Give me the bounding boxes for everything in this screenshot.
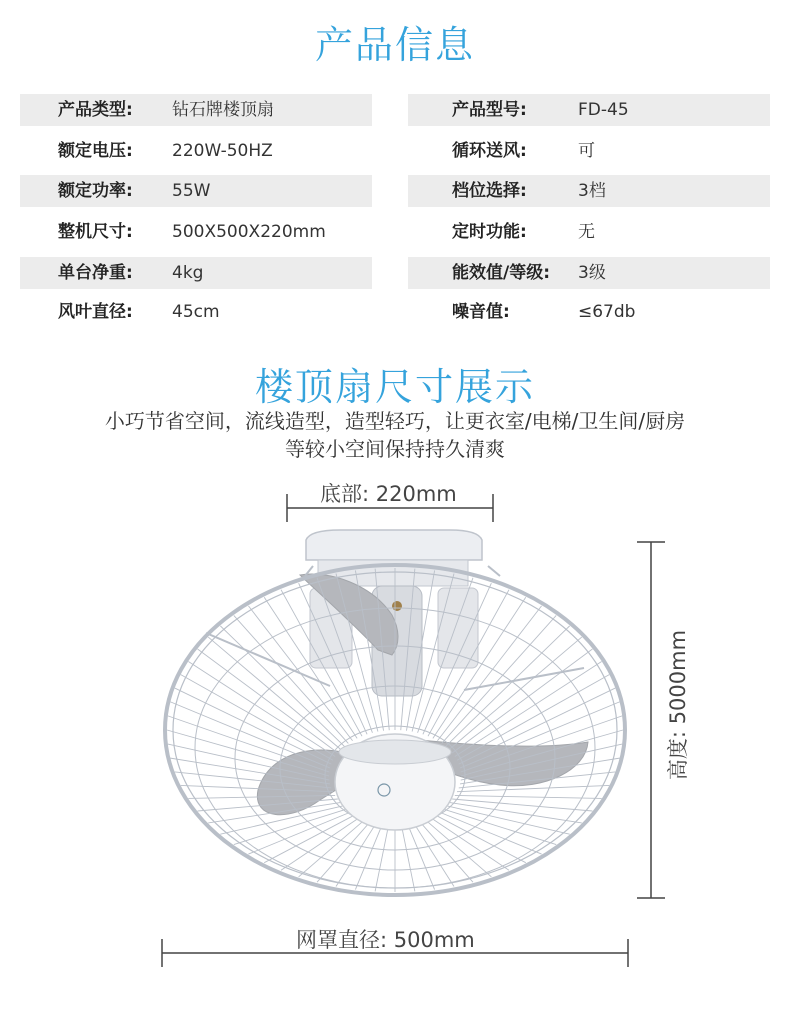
spec-label: 循环送风: — [452, 141, 527, 161]
spec-value: FD-45 — [578, 100, 629, 120]
spec-label: 额定功率: — [58, 181, 133, 201]
spec-value: 3级 — [578, 263, 606, 283]
section-title-product-info: 产品信息 — [314, 23, 475, 67]
spec-label: 产品型号: — [452, 100, 527, 120]
description-line-1: 小巧节省空间，流线造型，造型轻巧，让更衣室/电梯/卫生间/厨房 — [104, 409, 686, 433]
spec-label: 单台净重: — [58, 263, 133, 283]
fan-guard — [165, 565, 625, 895]
spec-label: 定时功能: — [452, 222, 527, 242]
mount-bracket — [306, 530, 482, 696]
spec-value: 45cm — [172, 302, 220, 322]
spec-value: ≤67db — [578, 302, 636, 322]
spec-label: 风叶直径: — [58, 302, 133, 322]
base-dimension-label: 底部: 220mm — [320, 482, 457, 506]
spec-label: 档位选择: — [452, 181, 527, 201]
fan-hub — [335, 734, 455, 830]
guard-diameter-label: 网罩直径: 500mm — [296, 928, 475, 952]
spec-label: 产品类型: — [58, 100, 133, 120]
spec-label: 能效值/等级: — [452, 263, 551, 283]
height-dimension-label: 高度: 5000mm — [666, 629, 690, 781]
spec-label: 额定电压: — [58, 141, 133, 161]
description-line-2: 等较小空间保持持久清爽 — [285, 437, 505, 461]
spec-value: 3档 — [578, 181, 606, 201]
spec-label: 噪音值: — [452, 302, 510, 322]
spec-value: 500X500X220mm — [172, 222, 326, 242]
spec-value: 220W-50HZ — [172, 141, 273, 161]
spec-value: 可 — [578, 141, 595, 161]
section-title-size-display: 楼顶扇尺寸展示 — [254, 365, 535, 409]
spec-value: 4kg — [172, 263, 204, 283]
spec-value: 无 — [578, 222, 595, 242]
spec-value: 55W — [172, 181, 211, 201]
spec-label: 整机尺寸: — [58, 222, 133, 242]
spec-value: 钻石牌楼顶扇 — [172, 100, 274, 120]
